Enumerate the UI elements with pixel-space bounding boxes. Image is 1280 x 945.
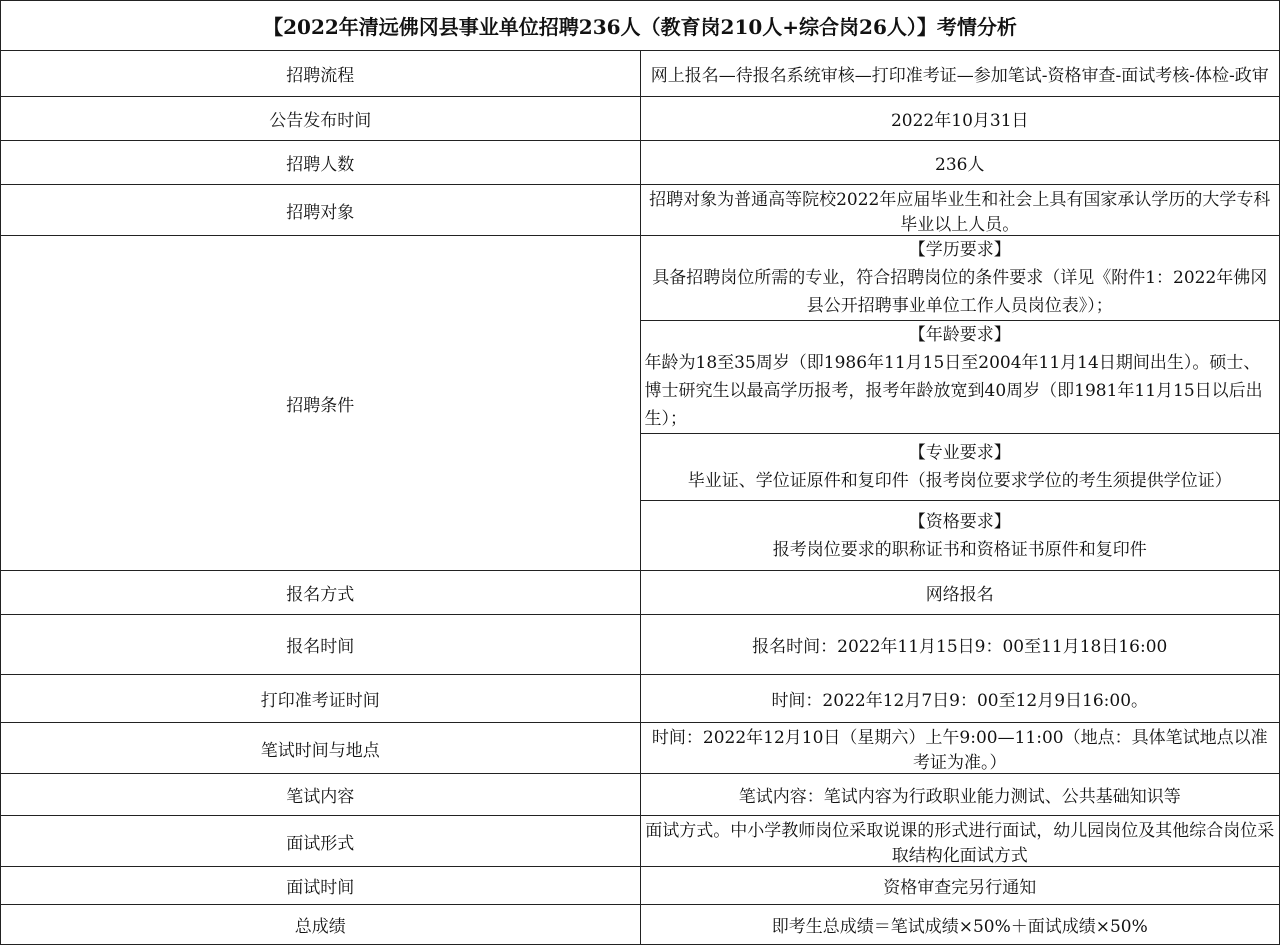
condition-education-text: 具备招聘岗位所需的专业，符合招聘岗位的条件要求（详见《附件1：2022年佛冈县公开招聘事业单位工作人员岗位表》）； [652, 268, 1268, 316]
row-label-process: 招聘流程 [1, 51, 641, 97]
condition-education [640, 236, 1280, 321]
row-label-exam-content: 笔试内容 [1, 774, 641, 816]
row-value-total: 即考生总成绩＝笔试成绩×50%＋面试成绩×50% [640, 905, 1280, 945]
row-label-print-time: 打印准考证时间 [1, 675, 641, 723]
row-label-target: 招聘对象 [1, 185, 641, 236]
condition-qualification-text: 报考岗位要求的职称证书和资格证书原件和复印件 [772, 539, 1147, 560]
row-value-method: 网络报名 [640, 571, 1280, 615]
row-label-interview-time: 面试时间 [1, 867, 641, 905]
row-value-announce: 2022年10月31日 [640, 97, 1280, 141]
row-value-process: 网上报名—待报名系统审核—打印准考证—参加笔试-资格审查-面试考核-体检-政审 [640, 51, 1280, 97]
condition-age-text: 年龄为18至35周岁（即1986年11月15日至2004年11月14日期间出生）。硕士、博士研究生以最高学历报考，报考年龄放宽到40周岁（即1981年11月15日以后出生）； [644, 353, 1263, 429]
row-value-exam-time: 时间：2022年12月10日（星期六）上午9:00—11:00（地点：具体笔试地点以准考证为准。） [640, 723, 1280, 774]
row-label-count: 招聘人数 [1, 141, 641, 185]
row-value-exam-content: 笔试内容：笔试内容为行政职业能力测试、公共基础知识等 [640, 774, 1280, 816]
condition-age [640, 321, 1280, 434]
condition-education-title: 【学历要求】 [908, 240, 1011, 260]
condition-age-title: 【年龄要求】 [908, 325, 1011, 345]
row-label-total: 总成绩 [1, 905, 641, 945]
row-label-interview-form: 面试形式 [1, 816, 641, 867]
table-row [1, 97, 1280, 141]
condition-qualification [640, 501, 1280, 571]
table-row [1, 774, 1280, 816]
table-row [1, 571, 1280, 615]
row-label-announce: 公告发布时间 [1, 97, 641, 141]
row-value-reg-time: 报名时间：2022年11月15日9：00至11月18日16:00 [640, 615, 1280, 675]
condition-qualification-title: 【资格要求】 [908, 511, 1011, 532]
table-row [1, 236, 1280, 321]
table-row [1, 816, 1280, 867]
condition-major [640, 434, 1280, 501]
row-value-target: 招聘对象为普通高等院校2022年应届毕业生和社会上具有国家承认学历的大学专科毕业以上人员。 [640, 185, 1280, 236]
row-label-method: 报名方式 [1, 571, 641, 615]
row-label-exam-time: 笔试时间与地点 [1, 723, 641, 774]
table-row [1, 51, 1280, 97]
table-row [1, 615, 1280, 675]
table-row [1, 185, 1280, 236]
table-row [1, 141, 1280, 185]
table-row [1, 867, 1280, 905]
row-label-conditions: 招聘条件 [1, 236, 641, 571]
row-value-count: 236人 [640, 141, 1280, 185]
row-label-reg-time: 报名时间 [1, 615, 641, 675]
row-value-print-time: 时间：2022年12月7日9：00至12月9日16:00。 [640, 675, 1280, 723]
table-row [1, 905, 1280, 945]
row-value-interview-time: 资格审查完另行通知 [640, 867, 1280, 905]
condition-major-text: 毕业证、学位证原件和复印件（报考岗位要求学位的考生须提供学位证） [687, 471, 1232, 491]
row-value-interview-form: 面试方式。中小学教师岗位采取说课的形式进行面试，幼儿园岗位及其他综合岗位采取结构化面试方式 [640, 816, 1280, 867]
table-row [1, 675, 1280, 723]
condition-major-title: 【专业要求】 [908, 443, 1011, 463]
table-row [1, 723, 1280, 774]
table-title: 【2022年清远佛冈县事业单位招聘236人（教育岗210人+综合岗26人）】考情分析 [1, 1, 1280, 51]
